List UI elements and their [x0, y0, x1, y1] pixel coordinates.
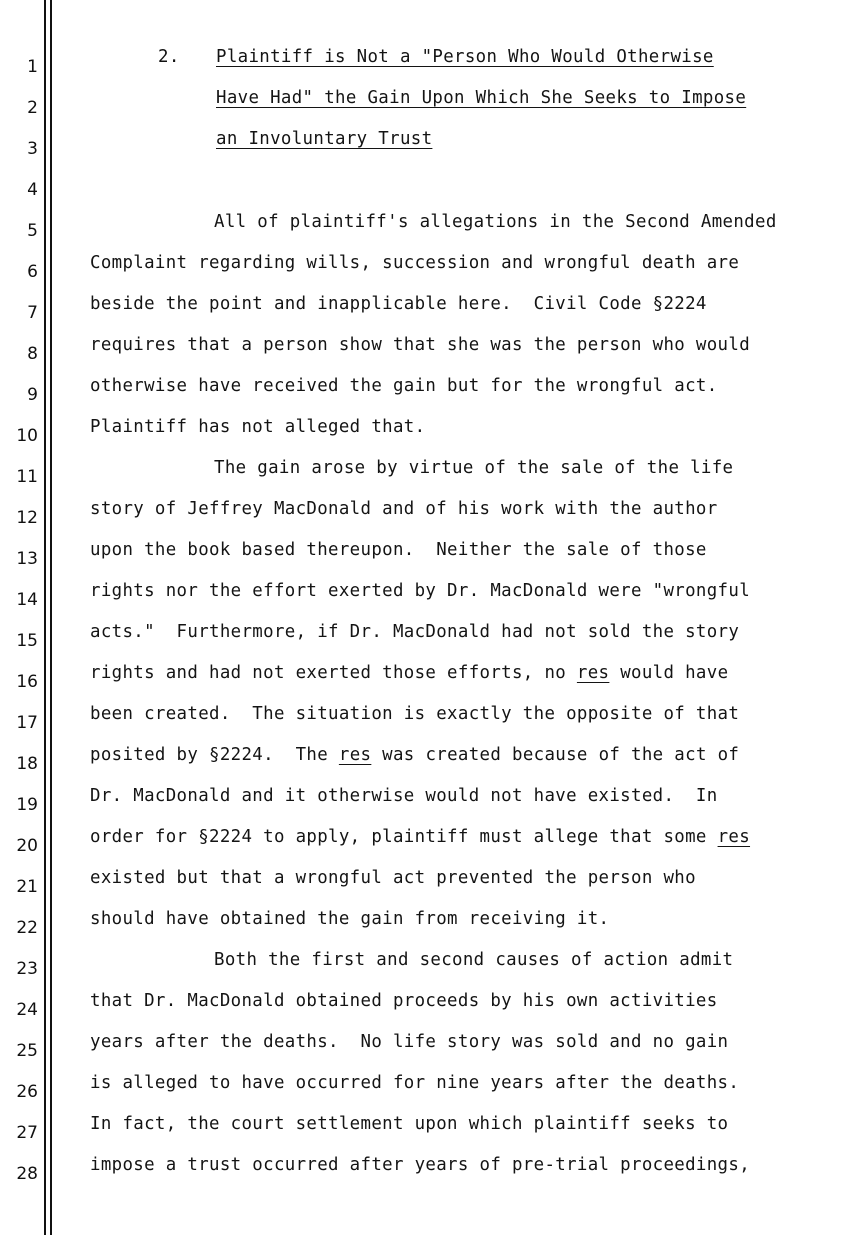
line-number: 11 — [16, 467, 38, 487]
line-number: 2 — [27, 98, 38, 118]
body-text-line — [90, 825, 750, 849]
line-number: 15 — [16, 631, 38, 651]
line-number-column — [0, 0, 40, 1235]
underlined-term: res — [576, 663, 610, 683]
body-text-line: Plaintiff has not alleged that. — [90, 417, 426, 437]
body-text-line: impose a trust occurred after years of pre-trial proceedings, — [90, 1155, 751, 1175]
body-text-line: In fact, the court settlement upon which plaintiff seeks to — [90, 1114, 729, 1134]
line-number: 19 — [16, 795, 38, 815]
line-number: 26 — [16, 1082, 38, 1102]
line-number: 10 — [16, 426, 38, 446]
line-number: 22 — [16, 918, 38, 938]
line-number: 27 — [16, 1123, 38, 1143]
body-text-line: that Dr. MacDonald obtained proceeds by his own activities — [90, 991, 718, 1011]
body-text-line — [90, 661, 728, 685]
line-number: 1 — [27, 57, 38, 77]
body-text-line: Dr. MacDonald and it otherwise would not have existed. In — [90, 786, 718, 806]
body-text-line: been created. The situation is exactly the opposite of that — [90, 704, 740, 724]
section-heading-line: an Involuntary Trust — [216, 129, 433, 149]
text-segment: order for §2224 to apply, plaintiff must allege that some — [90, 827, 718, 847]
text-segment: was created because of the act of — [371, 745, 740, 765]
text-segment: posited by §2224. The — [90, 745, 339, 765]
body-text-line: otherwise have received the gain but for the wrongful act. — [90, 376, 718, 396]
line-number: 8 — [27, 344, 38, 364]
underlined-term: res — [717, 827, 751, 847]
body-text-line: Complaint regarding wills, succession and wrongful death are — [90, 253, 740, 273]
body-text-line: All of plaintiff's allegations in the Second Amended — [214, 212, 777, 232]
text-segment: rights and had not exerted those efforts, no — [90, 663, 577, 683]
line-number: 9 — [27, 385, 38, 405]
line-number: 18 — [16, 754, 38, 774]
line-number: 5 — [27, 221, 38, 241]
line-number: 25 — [16, 1041, 38, 1061]
line-number: 4 — [27, 180, 38, 200]
line-number: 24 — [16, 1000, 38, 1020]
body-text-line: rights nor the effort exerted by Dr. MacDonald were "wrongful — [90, 581, 751, 601]
body-text-line: The gain arose by virtue of the sale of the life — [214, 458, 734, 478]
section-heading-line: Have Had" the Gain Upon Which She Seeks to Impose — [216, 88, 747, 108]
body-text-line — [90, 743, 739, 767]
body-text-line: Both the first and second causes of action admit — [214, 950, 734, 970]
left-margin-rule — [44, 0, 46, 1235]
line-number: 21 — [16, 877, 38, 897]
body-text-line: existed but that a wrongful act prevented the person who — [90, 868, 696, 888]
section-heading-line: Plaintiff is Not a "Person Who Would Otherwise — [216, 47, 714, 67]
line-number: 12 — [16, 508, 38, 528]
line-number: 23 — [16, 959, 38, 979]
body-text-line: is alleged to have occurred for nine years after the deaths. — [90, 1073, 740, 1093]
body-text-line: acts." Furthermore, if Dr. MacDonald had not sold the story — [90, 622, 740, 642]
body-text-line: beside the point and inapplicable here. Civil Code §2224 — [90, 294, 707, 314]
section-number: 2. — [158, 47, 180, 67]
line-number: 3 — [27, 139, 38, 159]
body-text-line: requires that a person show that she was the person who would — [90, 335, 751, 355]
line-number: 17 — [16, 713, 38, 733]
body-text-line: should have obtained the gain from receiving it. — [90, 909, 610, 929]
line-number: 20 — [16, 836, 38, 856]
line-number: 6 — [27, 262, 38, 282]
left-margin-rule-inner — [50, 0, 52, 1235]
line-number: 28 — [16, 1164, 38, 1184]
line-number: 7 — [27, 303, 38, 323]
body-text-line: story of Jeffrey MacDonald and of his work with the author — [90, 499, 718, 519]
text-segment: would have — [609, 663, 729, 683]
body-text-line: upon the book based thereupon. Neither the sale of those — [90, 540, 707, 560]
line-number: 16 — [16, 672, 38, 692]
line-number: 14 — [16, 590, 38, 610]
underlined-term: res — [338, 745, 372, 765]
line-number: 13 — [16, 549, 38, 569]
body-text-line: years after the deaths. No life story was sold and no gain — [90, 1032, 729, 1052]
